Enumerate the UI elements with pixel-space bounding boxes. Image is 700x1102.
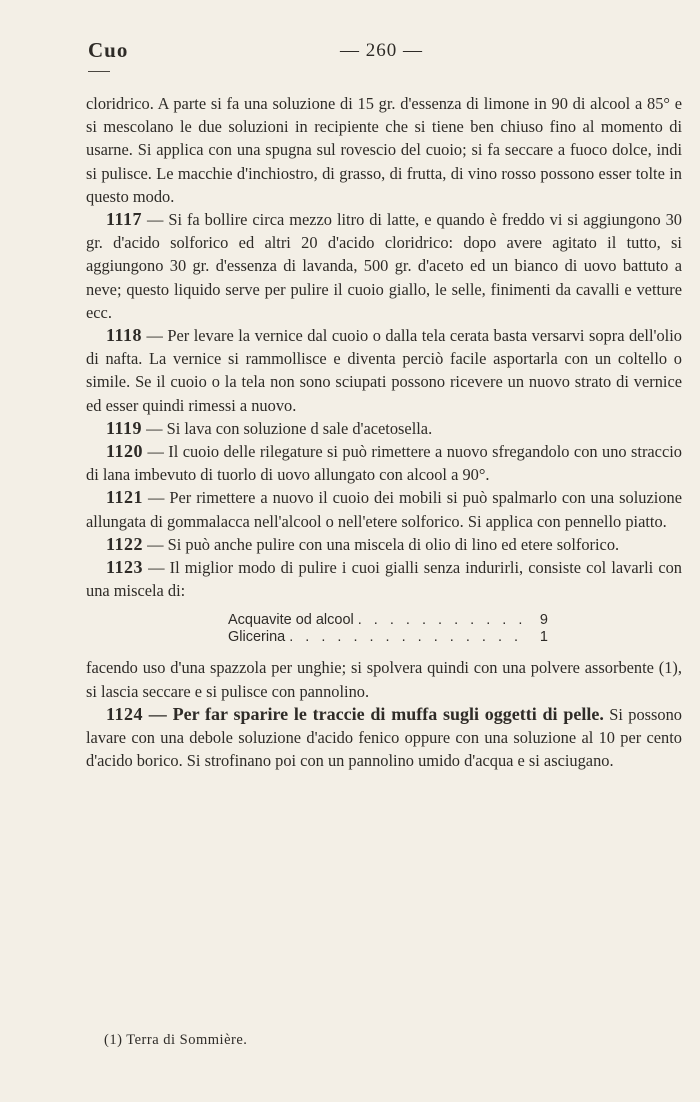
paragraph-1117 <box>86 208 682 324</box>
paragraph-continued <box>86 656 682 702</box>
ingredient-quantity: 9 <box>539 612 548 629</box>
leader-dots <box>289 629 526 646</box>
paragraph-number: 1123 <box>106 557 144 578</box>
running-head: Cuo <box>88 38 129 62</box>
paragraph-title: — Per far sparire le traccie di muffa sugli oggetti di pelle. <box>143 703 604 724</box>
paragraph-text: Si possono lavare con una debole soluzione d'acido fenico oppure con una soluzione al 10 per cento d'acido borico. Si strofinano poi con un pannolino umido d'acqua e si asciugano. <box>86 704 682 771</box>
paragraph-text: — Per rimettere a nuovo il cuoio dei mobili si può spalmarlo con una soluzione allungata di gommalacca nell'alcool o nell'etere solforico. Si applica con pennello piatto. <box>86 488 682 531</box>
page-body <box>86 92 682 772</box>
paragraph-text: — Il miglior modo di pulire i cuoi gialli senza indurirli, consiste col lavarli con una miscela di: <box>86 558 682 601</box>
paragraph-1118 <box>86 324 682 417</box>
paragraph-1122 <box>86 533 682 556</box>
paragraph-1120 <box>86 440 682 486</box>
recipe-row <box>228 612 548 629</box>
paragraph-text: — Si fa bollire circa mezzo litro di latte, e quando è freddo vi si aggiungono 30 gr. d'acido solforico ed altri 20 d'acido cloridrico: dopo avere agitato il tutto, si aggiungono 30 gr. d'essenza di lavanda, 500 gr. d'aceto ed un bianco di uovo battuto a neve; questo liquido serve per pulire il cuoio giallo, le selle, finimenti da cavalli e vetture ecc. <box>86 210 682 322</box>
paragraph-number: 1119 <box>106 417 143 438</box>
paragraph-text: cloridrico. A parte si fa una soluzione di 15 gr. d'essenza di limone in 90 di alcool a 85° e si mescolano le due soluzioni in recipiente che si tiene ben chiuso fino al momento di usarne. Si applica con una spugna sul rovescio del cuoio; si fa seccare a fuoco dolce, indi si pulisce. Le macchie d'inchiostro, di grasso, di frutta, di vino rosso possono esser tolte in questo modo. <box>86 94 682 206</box>
paragraph-number: 1118 <box>106 325 143 346</box>
paragraph-text: — Si può anche pulire con una miscela di olio di lino ed etere solforico. <box>143 534 620 554</box>
paragraph-text: — Si lava con soluzione d sale d'acetosella. <box>142 418 433 438</box>
page-number: — 260 — <box>340 40 423 61</box>
leader-dots <box>358 612 526 629</box>
paragraph-number: 1120 <box>106 441 144 462</box>
paragraph-number: 1124 <box>106 703 144 724</box>
paragraph-1119 <box>86 417 682 440</box>
paragraph-1123 <box>86 556 682 602</box>
ingredient-name: Glicerina <box>228 629 286 646</box>
paragraph-text: — Per levare la vernice dal cuoio o dalla tela cerata basta versarvi sopra dell'olio di nafta. La vernice si rammollisce e diventa perciò facile asportarla con un coltello o simile. Se il cuoio o la tela non sono sciupati possono ricevere un nuovo strato di vernice ed esser quindi rimessi a nuovo. <box>86 326 682 415</box>
paragraph-continued <box>86 92 682 208</box>
paragraph-number: 1117 <box>106 209 143 230</box>
ingredient-quantity: 1 <box>539 629 548 646</box>
paragraph-1124 <box>86 703 682 773</box>
recipe-table <box>228 612 548 646</box>
paragraph-number: 1121 <box>106 487 144 508</box>
footnote: (1) Terra di Sommière. <box>104 1032 248 1048</box>
paragraph-text: facendo uso d'una spazzola per unghie; si spolvera quindi con una polvere assorbente (1), si lascia seccare e si pulisce con pannolino. <box>86 658 682 701</box>
header-rule <box>88 71 110 72</box>
recipe-row <box>228 629 548 646</box>
paragraph-text: — Il cuoio delle rilegature si può rimettere a nuovo sfregandolo con uno straccio di lana imbevuto di tuorlo di uovo allungato con alcool a 90°. <box>86 442 682 485</box>
ingredient-name: Acquavite od alcool <box>228 612 354 629</box>
paragraph-number: 1122 <box>106 533 144 554</box>
page-header <box>88 38 648 68</box>
paragraph-1121 <box>86 486 682 532</box>
